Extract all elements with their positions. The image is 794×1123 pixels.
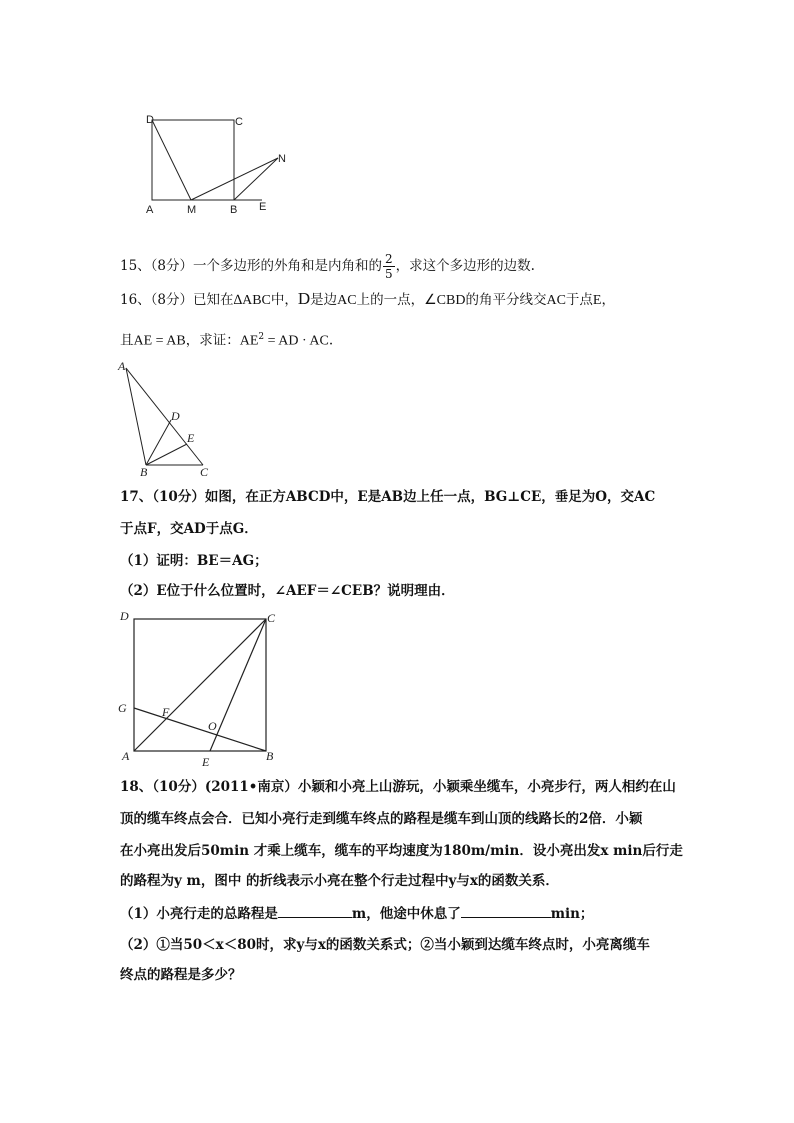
segment-ab	[126, 368, 146, 465]
q18-part1-a: （1）小亮行走的总路程是	[120, 906, 278, 922]
label-a: A	[146, 204, 154, 216]
q16-side-ac: AC	[337, 293, 357, 308]
q18-part1-b: m，他途中休息了	[351, 906, 461, 922]
segment-ac	[126, 368, 203, 465]
q17-part2: （2）E位于什么位置时，∠AEF＝∠CEB？说明理由．	[120, 583, 455, 599]
q16-line2-b: ，求证：	[185, 332, 240, 349]
q16-text-c: 是边	[310, 292, 338, 308]
label-b: B	[230, 204, 238, 216]
q16-text-f: 的角平分线交	[465, 292, 547, 308]
label-e: E	[259, 201, 267, 213]
q18-part1-c: min；	[550, 906, 594, 922]
label-d: D	[171, 409, 180, 423]
q16-text-g: 于点	[565, 292, 593, 308]
q18-line2: 顶的缆车终点会合．已知小亮行走到缆车终点的路程是缆车到山顶的线路长的2倍．小颖	[120, 811, 643, 827]
diagonal-ac	[134, 619, 266, 751]
label-c: C	[235, 116, 243, 128]
q15-suffix: ，求这个多边形的边数.	[395, 258, 535, 274]
label-m: M	[187, 204, 197, 216]
label-b: B	[140, 465, 148, 478]
segment-dm	[152, 120, 191, 200]
q18-part2-line1: （2）①当50＜x＜80时，求y与x的函数关系式；②当小颖到达缆车终点时，小亮离缆车	[120, 937, 650, 953]
label-n: N	[278, 153, 286, 165]
q16-point-e: E	[592, 293, 602, 308]
label-d: D	[120, 609, 129, 623]
q16-side-ac2: AC	[546, 293, 566, 308]
q17-line1: 17、（10分）如图，在正方ABCD中，E是AB边上任一点，BG⊥CE，垂足为O，交AC	[120, 489, 656, 505]
segment-gb	[134, 708, 266, 751]
answer-blank-rest-time[interactable]	[461, 903, 551, 918]
q18-line3: 在小亮出发后50min 才乘上缆车，缆车的平均速度为180m/min．设小亮出发x min后行走	[120, 843, 683, 859]
label-b: B	[266, 749, 274, 763]
q17-line2: 于点F，交AD于点G．	[120, 521, 258, 537]
q16-lhs: AE	[239, 333, 259, 349]
q15-line	[120, 252, 535, 281]
q16-equality: AE = AB	[133, 333, 186, 349]
square-dmc-figure	[140, 110, 300, 220]
q16-triangle: ∆ABC	[233, 293, 271, 308]
q15-frac-den: 5	[385, 267, 393, 281]
label-c: C	[267, 611, 276, 625]
label-d: D	[146, 114, 154, 126]
q18-line4: 的路程为y m，图中 的折线表示小亮在整个行走过程中y与x的函数关系．	[120, 873, 559, 889]
q15-prefix: 15、（8分）一个多边形的外角和是内角和的	[120, 258, 383, 274]
label-e: E	[187, 431, 195, 445]
segment-ce	[210, 619, 266, 751]
q16-line2-a: 且	[120, 332, 134, 349]
q15-fraction	[383, 252, 395, 281]
label-f: F	[162, 705, 170, 719]
q16-rhs: = AD · AC	[264, 333, 329, 349]
q16-text-h: ，	[601, 292, 615, 308]
q16-angle: ∠CBD	[424, 293, 466, 308]
label-c: C	[200, 465, 209, 478]
answer-blank-total-distance[interactable]	[278, 903, 352, 918]
q16-text-e: 上的一点，	[356, 292, 425, 308]
label-o: O	[208, 719, 217, 733]
q18-line1: 18、（10分）(2011•南京）小颖和小亮上山游玩，小颖乘坐缆车，小亮步行，两人相约在山	[120, 779, 676, 795]
q16-text-a: 16、（8分）已知在	[120, 292, 234, 308]
square-outline	[152, 120, 234, 200]
q16-line1	[120, 289, 615, 311]
q16-exponent: 2	[258, 332, 265, 342]
label-a: A	[122, 749, 130, 763]
q18-part2-line2: 终点的路程是多少？	[120, 967, 242, 983]
q17-part1: （1）证明：BE＝AG；	[120, 553, 268, 569]
label-a: A	[118, 359, 126, 373]
label-g: G	[118, 701, 127, 715]
segment-bn	[234, 158, 278, 200]
q16-point-d: D	[297, 289, 311, 308]
q15-frac-num: 2	[385, 252, 393, 266]
square-abcd-figure	[112, 606, 287, 771]
triangle-abc-figure	[115, 358, 220, 478]
label-e: E	[202, 755, 210, 769]
q18-part1	[120, 903, 593, 924]
q16-line2-c: .	[328, 332, 334, 349]
q16-line2	[120, 327, 333, 352]
q16-text-b: 中，	[270, 292, 298, 308]
